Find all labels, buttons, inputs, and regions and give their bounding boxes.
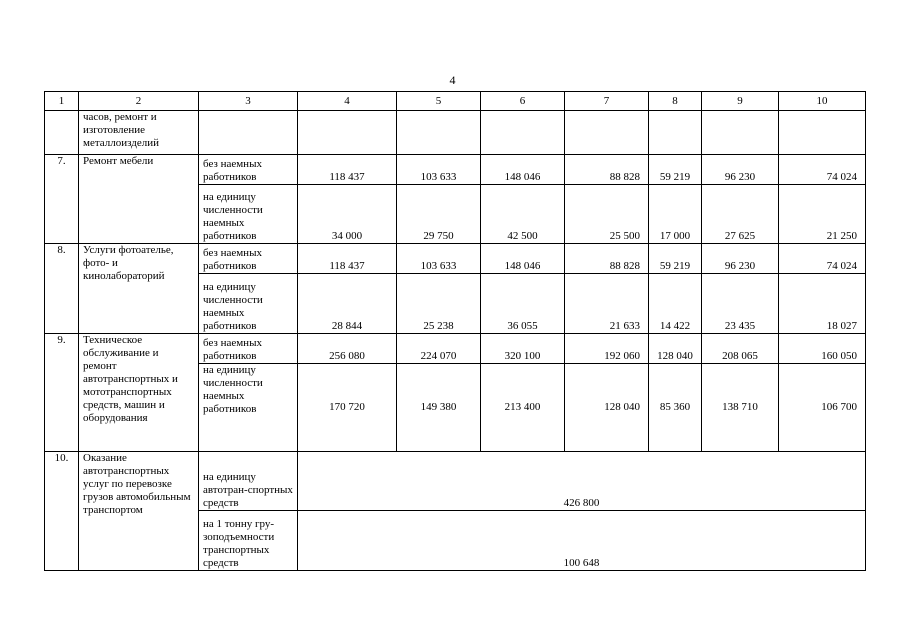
value-cell: 149 380: [397, 364, 481, 452]
value-cell: 17 000: [649, 185, 702, 244]
value-cell: 59 219: [649, 244, 702, 274]
value-cell: 128 040: [565, 364, 649, 452]
basis-label: без наемных работников: [199, 244, 298, 274]
value-cell: 192 060: [565, 334, 649, 364]
value-cell: 36 055: [481, 274, 565, 334]
value-cell: 224 070: [397, 334, 481, 364]
basis-label: на единицу численности наемных работников: [199, 364, 298, 452]
value-cell: 27 625: [702, 185, 779, 244]
value-cell: 34 000: [298, 185, 397, 244]
header-cell: 6: [481, 92, 565, 111]
value-cell: 88 828: [565, 155, 649, 185]
service-name: Услуги фотоателье, фото- и кинолабораторий: [79, 244, 199, 334]
value-cell: 14 422: [649, 274, 702, 334]
value-cell: 118 437: [298, 155, 397, 185]
service-name: Ремонт мебели: [79, 155, 199, 244]
value-cell: 42 500: [481, 185, 565, 244]
page-number: 4: [449, 73, 456, 87]
header-cell: 8: [649, 92, 702, 111]
value-cell: 25 500: [565, 185, 649, 244]
tariff-table: [44, 91, 866, 571]
value-cell: 213 400: [481, 364, 565, 452]
service-name: Техническое обслуживание и ремонт автотранспортных и мототранспортных средств, машин и оборудования: [79, 334, 199, 452]
row-number: 8.: [45, 244, 79, 334]
value-cell-merged: 100 648: [298, 511, 866, 571]
value-cell: 74 024: [779, 155, 866, 185]
header-cell: 7: [565, 92, 649, 111]
header-row: [45, 92, 866, 111]
value-cell: 29 750: [397, 185, 481, 244]
value-cell: 320 100: [481, 334, 565, 364]
value-cell: 96 230: [702, 244, 779, 274]
value-cell: 85 360: [649, 364, 702, 452]
header-cell: 5: [397, 92, 481, 111]
value-cell: 170 720: [298, 364, 397, 452]
value-cell: 25 238: [397, 274, 481, 334]
row-number: [45, 111, 79, 155]
row-number: 9.: [45, 334, 79, 452]
value-cell: 21 250: [779, 185, 866, 244]
header-cell: 2: [79, 92, 199, 111]
basis-label: на 1 тонну гру-зоподъемности транспортных средств: [199, 511, 298, 571]
basis-label: без наемных работников: [199, 334, 298, 364]
value-cell: 21 633: [565, 274, 649, 334]
service-name: Оказание автотранспортных услуг по перевозке грузов автомобильным транспортом: [79, 452, 199, 571]
value-cell: 148 046: [481, 155, 565, 185]
basis-label: на единицу численности наемных работников: [199, 274, 298, 334]
row-number: 7.: [45, 155, 79, 244]
value-cell: 28 844: [298, 274, 397, 334]
header-cell: 9: [702, 92, 779, 111]
value-cell: 59 219: [649, 155, 702, 185]
value-cell: 138 710: [702, 364, 779, 452]
value-cell: 208 065: [702, 334, 779, 364]
table-row: [45, 334, 866, 364]
value-cell: 128 040: [649, 334, 702, 364]
value-cell: 106 700: [779, 364, 866, 452]
value-cell: 23 435: [702, 274, 779, 334]
value-cell: 256 080: [298, 334, 397, 364]
value-cell: 18 027: [779, 274, 866, 334]
service-name: часов, ремонт и изготовление металлоизделий: [79, 111, 199, 155]
value-cell: 103 633: [397, 244, 481, 274]
header-cell: 3: [199, 92, 298, 111]
row-number: 10.: [45, 452, 79, 571]
value-cell: 103 633: [397, 155, 481, 185]
table-row: [45, 244, 866, 274]
value-cell: 96 230: [702, 155, 779, 185]
header-cell: 4: [298, 92, 397, 111]
header-cell: 10: [779, 92, 866, 111]
value-cell: 160 050: [779, 334, 866, 364]
header-cell: 1: [45, 92, 79, 111]
table-row: [45, 452, 866, 511]
value-cell: 118 437: [298, 244, 397, 274]
table-row: [45, 111, 866, 155]
table-row: [45, 155, 866, 185]
value-cell: 74 024: [779, 244, 866, 274]
value-cell: 88 828: [565, 244, 649, 274]
basis-label: на единицу автотран-спортных средств: [199, 452, 298, 511]
value-cell-merged: 426 800: [298, 452, 866, 511]
basis-label: без наемных работников: [199, 155, 298, 185]
basis-label: на единицу численности наемных работников: [199, 185, 298, 244]
value-cell: 148 046: [481, 244, 565, 274]
